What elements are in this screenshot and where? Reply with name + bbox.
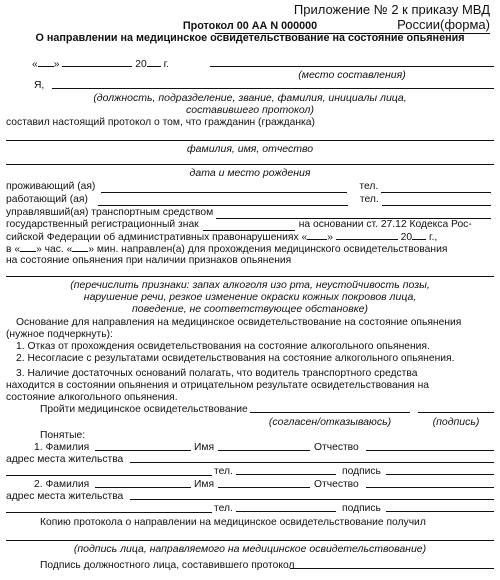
witness2-address-field-2[interactable]: [6, 512, 212, 513]
time-text-c: » мин. направлен(а) для прохождения медицинского освидетельствования: [88, 244, 448, 255]
minute-field[interactable]: [72, 243, 88, 252]
composed-text: составил настоящий протокол о том, что гражданин (гражданка): [6, 117, 315, 128]
signs-hint-3: поведение, не соответствующее обстановке): [132, 303, 368, 315]
birth-hint: дата и место рождения: [189, 167, 311, 179]
witness2-tel-label: тел.: [214, 503, 233, 514]
witness1-tel-label: тел.: [214, 466, 233, 477]
witness2-patronymic-field[interactable]: [366, 479, 494, 488]
witness1-signature-field[interactable]: [386, 466, 494, 475]
witness1-address-label: адрес места жительства: [6, 454, 124, 465]
witness2-patronymic-label: Отчество: [314, 479, 359, 490]
witness2-address-field[interactable]: [130, 491, 494, 500]
witnesses-label: Понятые:: [40, 430, 86, 441]
protocol-number: Протокол 00 АА N 000000: [182, 20, 318, 32]
time-text-b: » час. «: [36, 244, 73, 255]
working-tel-label: тел.: [359, 194, 379, 205]
undergo-text: Пройти медицинское освидетельствование: [40, 404, 248, 415]
birth-field[interactable]: [6, 164, 494, 165]
working-field[interactable]: [98, 197, 348, 206]
vehicle-field[interactable]: [216, 210, 491, 219]
residing-row: [6, 181, 494, 193]
working-tel-field[interactable]: [382, 197, 491, 206]
basis-text: на основании ст. 27.12 Кодекса Рос-: [298, 219, 472, 230]
signs-hint-2: нарушение речи, резкое изменение окраски кожных покровов лица,: [83, 291, 417, 303]
sign-hint: (подпись): [432, 416, 480, 428]
witness1-name-field[interactable]: [218, 442, 310, 451]
grounds-line-1: Основание для направления на медицинское освидетельствование на состояние опьянения: [16, 317, 462, 328]
i-label: Я,: [34, 80, 45, 91]
place-hint: (место составления): [298, 69, 406, 81]
witness2-name-field[interactable]: [218, 479, 310, 488]
witness1-name-label: Имя: [194, 442, 215, 453]
residing-label: проживающий (ая): [6, 181, 96, 192]
name-hint: фамилия, имя, отчество: [186, 143, 314, 155]
officer-sign-field[interactable]: [290, 560, 494, 569]
ground-item-1[interactable]: 1. Отказ от прохождения освидетельствования на состояние алкогольного опьянения.: [16, 341, 430, 352]
witness1-surname-label: 1. Фамилия: [34, 442, 90, 453]
federation-year-prefix: 20: [400, 232, 413, 243]
agree-field[interactable]: [250, 404, 410, 413]
year-suffix: г.: [163, 59, 169, 70]
witness1-surname-field[interactable]: [95, 442, 191, 451]
year-prefix: 20: [135, 59, 147, 70]
agree-hint: (согласен/отказываюсь): [268, 416, 392, 428]
working-label: работающий (ая): [6, 194, 88, 205]
ground-item-3-line-1[interactable]: 3. Наличие достаточных оснований полагать, что водитель транспортного средства: [16, 368, 418, 379]
reg-sign-label: государственный регистрационный знак: [6, 219, 199, 230]
month-field[interactable]: [62, 58, 132, 67]
signs-field[interactable]: [6, 276, 494, 277]
witness2-surname-label: 2. Фамилия: [34, 479, 90, 490]
working-row: [6, 194, 494, 206]
residing-tel-label: тел.: [359, 181, 379, 192]
witness2-signature-field[interactable]: [386, 503, 494, 512]
residing-tel-field[interactable]: [381, 184, 491, 193]
witness1-address-field-2[interactable]: [6, 475, 212, 476]
witness2-tel-field[interactable]: [236, 503, 336, 512]
form-header: Приложение № 2 к приказу МВД России(форма): [215, 2, 490, 34]
witness1-tel-field[interactable]: [236, 466, 336, 475]
date-day-field[interactable]: [307, 231, 327, 240]
witness1-patronymic-field[interactable]: [366, 442, 494, 451]
driving-row: [6, 207, 494, 219]
signs-hint-1: (перечислить признаки: запах алкоголя изо рта, неустойчивость позы,: [70, 279, 430, 291]
residing-field[interactable]: [101, 184, 347, 193]
officer-field[interactable]: [52, 80, 494, 89]
year-field[interactable]: [147, 58, 161, 67]
protocol-title: О направлении на медицинское освидетельствование на состояние опьянения: [35, 32, 465, 44]
witness1-patronymic-label: Отчество: [314, 442, 359, 453]
date-month-field[interactable]: [336, 231, 398, 240]
officer-sign-text: Подпись должностного лица, составившего протокол: [40, 560, 295, 571]
reg-sign-field[interactable]: [203, 222, 295, 231]
witness2-name-label: Имя: [194, 479, 215, 490]
undergo-sign-field[interactable]: [418, 404, 494, 413]
officer-hint-1: (должность, подразделение, звание, фамилия, инициалы лица,: [93, 92, 407, 104]
witness1-address-field[interactable]: [130, 454, 494, 463]
directed-sign-hint: (подпись лица, направляемого на медицинское освидетельствование): [73, 543, 427, 555]
signs-text: на состояние опьянения при наличии признаков опьянения: [6, 255, 292, 266]
federation-quote: »: [327, 232, 333, 243]
witness2-signature-label: подпись: [342, 503, 381, 514]
ground-item-3-line-2[interactable]: находится в состоянии опьянения и отрицательном результате освидетельствования на: [6, 380, 430, 391]
citizen-name-field[interactable]: [6, 140, 494, 141]
ground-item-3-line-3[interactable]: состояние алкогольного опьянения.: [6, 392, 178, 403]
copy-text: Копию протокола о направлении на медицинское освидетельствование получил: [40, 517, 426, 528]
place-field[interactable]: [210, 58, 494, 67]
witness2-surname-field[interactable]: [95, 479, 191, 488]
witness1-signature-label: подпись: [342, 466, 381, 477]
close-quote: »: [53, 59, 60, 70]
grounds-line-2: (нужное подчеркнуть):: [6, 329, 113, 340]
registration-row: [6, 219, 494, 231]
federation-text: сийской Федерации об административных правонарушениях «: [6, 232, 308, 243]
ground-item-2[interactable]: 2. Несогласие с результатами освидетельствования на состояние алкогольного опьянения.: [16, 353, 455, 364]
open-quote: «: [32, 59, 38, 70]
day-field[interactable]: [38, 58, 54, 67]
officer-hint-2: составившего протокол): [186, 104, 314, 116]
time-text-a: в «: [6, 244, 21, 255]
federation-year-suffix: г.,: [429, 232, 438, 243]
hour-field[interactable]: [20, 243, 36, 252]
date-year-field[interactable]: [412, 231, 426, 240]
witness2-address-label: адрес места жительства: [6, 491, 124, 502]
directed-sign-field[interactable]: [6, 540, 494, 541]
driving-label: управлявший(ая) транспортным средством: [6, 207, 214, 218]
